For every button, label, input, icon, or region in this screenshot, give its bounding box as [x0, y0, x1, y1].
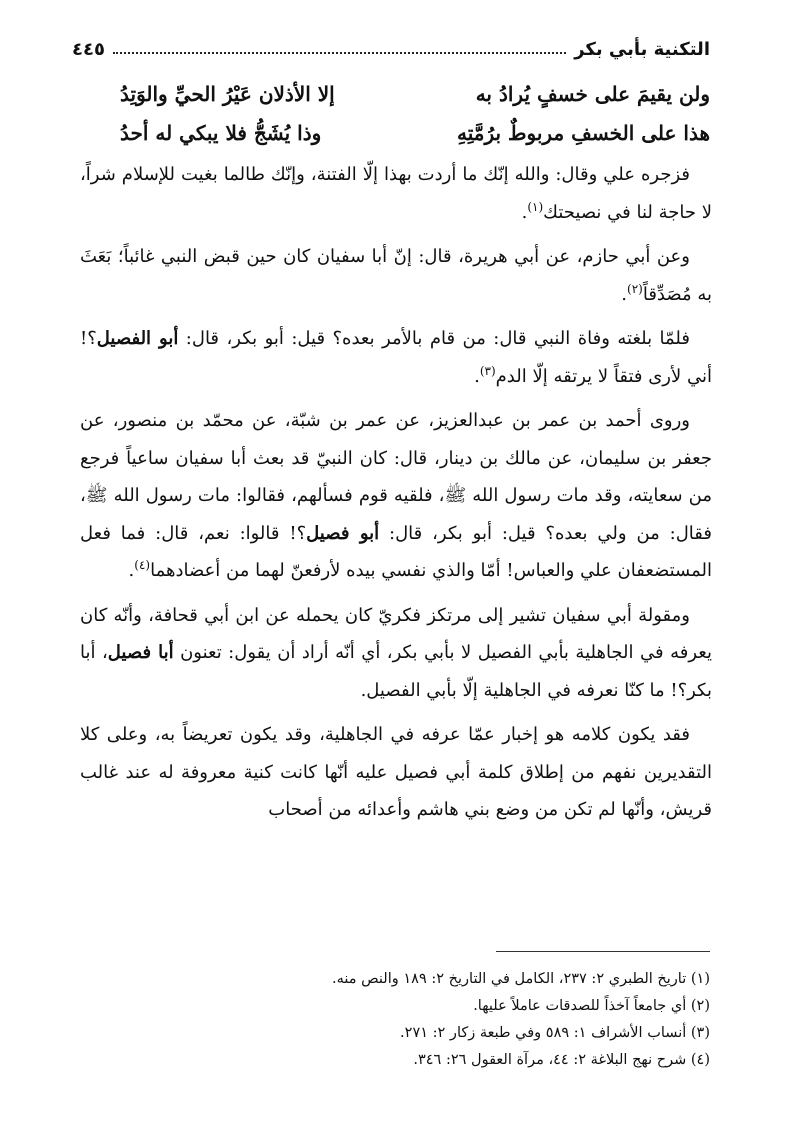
footnote-ref-2: (٢) — [627, 281, 643, 296]
paragraph-3: فلمّا بلغته وفاة النبي قال: من قام بالأمر بعده؟ قيل: أبو بكر، قال: أبو الفصيل؟! أني لأرى فتقاً لا يرتقه إلّا الدم$^{(٣)}$. — [80, 328, 712, 387]
verse-line-2 — [120, 113, 710, 153]
body-text — [80, 156, 712, 836]
paragraph-4: وروى أحمد بن عمر بن عبدالعزيز، عن عمر بن شبّة، عن محمّد بن منصور، عن جعفر بن سليمان، عن مالك بن دينار، قال: كان النبيّ قد بعث أبا سفيان ساعياً فرجع من سعايته، وقد مات رسول الله ﷺ، فلقيه قوم فسألهم، فقالوا: مات رسول الله ﷺ، فقال: من ولي بعده؟ قيل: أبو بكر، قال: أبو فصيل؟! قالوا: نعم، قال: فما فعل المستضعفان علي والعباس! أمّا والذي نفسي بيده لأرفعنّ لهما من أعضادهما$^{(٤)}$. — [80, 410, 712, 581]
verse-2-first-hemistich: هذا على الخسفِ مربوطٌ برُمَّتِهِ — [457, 121, 710, 145]
verse-line-1 — [120, 74, 710, 114]
verse-1-second-hemistich: إلا الأذلان عَيْرُ الحيِّ والوَتِدُ — [120, 82, 335, 106]
paragraph-3-bold: أبو الفصيل — [96, 328, 179, 349]
header-dot-leader — [113, 51, 566, 54]
footnotes — [80, 966, 710, 1074]
paragraph-2-text: وعن أبي حازم، عن أبي هريرة، قال: إنّ أبا سفيان كان حين قبض النبي غائباً؛ بَعَثَ به مُصَدِّقاً — [80, 246, 712, 305]
footnote-ref-1: (١) — [527, 199, 544, 214]
paragraph-5-text-b: ، أبا بكر؟! ما كنّا نعرفه في الجاهلية إلّا بأبي الفصيل. — [80, 642, 712, 701]
paragraph-4-text-b: ؟! قالوا: نعم، قال: فما فعل المستضعفان علي والعباس! أمّا والذي نفسي بيده لأرفعنّ لهما من أعضادهما — [80, 522, 712, 581]
footnote-3: (٣) أنساب الأشراف ١: ٥٨٩ وفي طبعة زكار ٢: ٢٧١. — [400, 1025, 710, 1041]
paragraph-3-text-a: فلمّا بلغته وفاة النبي قال: من قام بالأمر بعده؟ قيل: أبو بكر، قال: — [185, 328, 690, 349]
paragraph-3-text-b: ؟! أني لأرى فتقاً لا يرتقه إلّا الدم — [80, 328, 712, 387]
page-number: ٤٤٥ — [72, 39, 105, 60]
paragraph-5-text-a: ومقولة أبي سفيان تشير إلى مرتكز فكريّ كان يحمله عن ابن أبي قحافة، وأنّه كان يعرفه في الجاهلية بأبي الفصيل لا بأبي بكر، أي أنّه أراد أن يقول: تعنون — [80, 604, 712, 663]
footnote-ref-4: (٤) — [134, 558, 151, 572]
header-title: التكنية بأبي بكر — [574, 39, 710, 60]
footnote-ref-3: (٣) — [479, 363, 496, 378]
footnote-separator — [496, 951, 710, 952]
paragraph-4-bold: أبو فصيل — [306, 522, 380, 544]
paragraph-1: فزجره علي وقال: والله إنّك ما أردت بهذا إلّا الفتنة، وإنّك طالما بغيت للإسلام شراً، لا حاجة لنا في نصيحتك$^{(١)}$. — [80, 164, 712, 223]
paragraph-6: فقد يكون كلامه هو إخبار عمّا عرفه في الجاهلية، وقد يكون تعريضاً به، وعلى كلا التقديرين نفهم من إطلاق كلمة أبي فصيل عليه أنّها كانت كنية معروفة له عند غالب قريش، وأنّها لم تكن من وضع بني هاشم وأعدائه من أصحاب — [80, 724, 712, 820]
verse-2-second-hemistich: وذا يُشَجُّ فلا يبكي له أحدُ — [120, 121, 322, 145]
paragraph-1-text: فزجره علي وقال: والله إنّك ما أردت بهذا إلّا الفتنة، وإنّك طالما بغيت للإسلام شراً، لا حاجة لنا في نصيحتك — [80, 164, 712, 223]
running-header — [72, 30, 710, 60]
paragraph-5-bold: أبا فصيل — [107, 642, 174, 663]
footnote-1: (١) تاريخ الطبري ٢: ٢٣٧، الكامل في التاريخ ٢: ١٨٩ والنص منه. — [332, 971, 710, 987]
footnote-4: (٤) شرح نهج البلاغة ٢: ٤٤، مرآة العقول ٢٦: ٣٤٦. — [413, 1052, 710, 1068]
paragraph-4-text-a: وروى أحمد بن عمر بن عبدالعزيز، عن عمر بن شبّة، عن محمّد بن منصور، عن جعفر بن سليمان، عن مالك بن دينار، قال: كان النبيّ قد بعث أبا سفيان ساعياً فرجع من سعايته، وقد مات رسول الله ﷺ، فلقيه قوم فسألهم، فقالوا: مات رسول الله ﷺ، فقال: من ولي بعده؟ قيل: أبو بكر، قال: — [80, 410, 712, 544]
verse-1-first-hemistich: ولن يقيمَ على خسفٍ يُرادُ به — [475, 82, 710, 106]
footnote-2: (٢) أي جامعاً آخذاً للصدقات عاملاً عليها. — [473, 998, 710, 1014]
paragraph-5 — [80, 597, 712, 710]
paragraph-2: وعن أبي حازم، عن أبي هريرة، قال: إنّ أبا سفيان كان حين قبض النبي غائباً؛ بَعَثَ به مُصَدِّقاً$^{(٢)}$. — [80, 246, 712, 305]
